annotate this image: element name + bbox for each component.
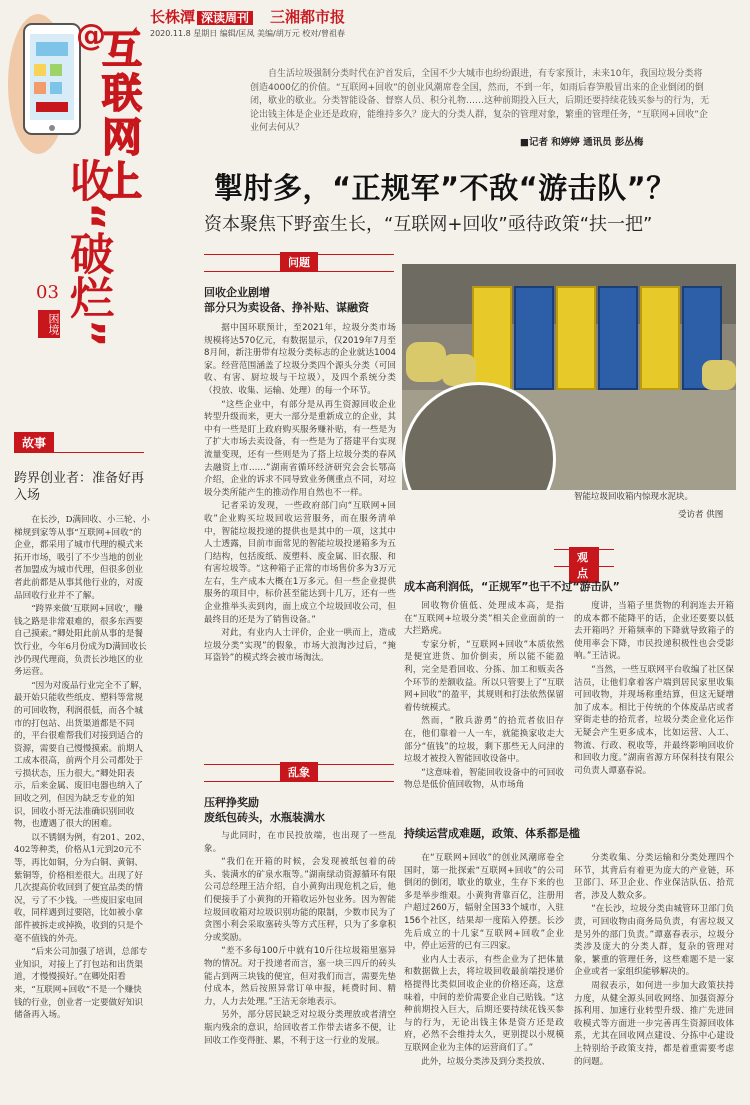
story-divider xyxy=(14,452,144,453)
at-symbol: @ xyxy=(76,18,106,53)
masthead-section-box: 深读周刊 xyxy=(197,11,253,25)
masthead-logo xyxy=(150,6,253,27)
story-paragraph: “后来公司加强了培训，总部专业知识，对接上了打包站和出货渠道，才慢慢摸好。”在卿处阳看来，“互联网+回收”不是一个赚快钱的行业，创业者一定要做好知识储备再入场。 xyxy=(14,947,148,1021)
problem-paragraph: 对此，有业内人士评价，企业一哄而上，造成垃圾分类“实现”的假象，市场大浪淘沙过后，“掩耳盗铃”的模式终会被市场淘汰。 xyxy=(204,628,396,664)
masthead-paper-name: 三湘都市报 xyxy=(270,8,346,26)
viewpoint-tag-label: 观点 xyxy=(569,547,599,583)
chaos-tag-label: 乱象 xyxy=(280,762,318,782)
sustain-paragraph: 在“互联网+回收”的创业风潮席卷全国时，第一批探索“互联网+回收”的公司倒闭的倒闭，歇业的歇业，生存下来的也多是举步维艰。小黄狗背靠百亿，注册用户超过260万，辐射全国33个城市，入驻156个社区，结果却一度陷入停摆。长沙先后成立的十几家“互联网+回收”企业中，停止运营的已有三四家。 xyxy=(404,853,564,952)
sustain-title: 持续运营成难题，政策、体系都是槛 xyxy=(404,827,580,840)
banner-title-line1: 互联网上 xyxy=(102,27,142,205)
sustain-paragraph: 分类收集、分类运输和分类处理四个环节，其背后有着更为庞大的产业链，环卫部门、环卫企业、作业保洁队伍、拾荒者，涉及人数众多。 xyxy=(574,853,734,901)
viewpoint-paragraph: “当然，一些互联网平台收编了社区保洁员，让他们拿着客户端到居民家里收集可回收物，并现场称重结算，但这无疑增加了成本。相比于传统的个体废品店或者穿街走巷的拾荒者，垃圾分类企业化运作无疑会产生更多成本，比如运营、人工、物流、行政、税收等，并最终影响回收价和回收力度。”湖南省源方环保科技有限公司负责人谭嘉春说。 xyxy=(574,664,734,776)
chaos-title: 压秤挣奖励 废纸包砖头，水瓶装满水 xyxy=(204,796,325,824)
banner-title-line2: 收“破烂” xyxy=(62,158,113,348)
story-body xyxy=(14,514,150,1023)
viewpoint-paragraph: 回收物价值低、处理成本高，是指在“互联网+垃圾分类”相关企业面前的一大拦路虎。 xyxy=(404,601,564,637)
issue-number: 03 xyxy=(36,282,59,303)
chaos-paragraph: “差不多每100斤中就有10斤往垃圾箱里塞异物的情况。对于投递者而言，塞一块三四斤的砖头能占到两三块钱的便宜，但对我们而言，需要先垫付成本，然后按照异常订单申报，耗费时间、精力，人力去处理。”王洁无奈地表示。 xyxy=(204,946,396,1007)
sustain-body-col1 xyxy=(404,852,564,1069)
story-section-tag: 故事 xyxy=(14,432,54,453)
chaos-section-tag xyxy=(204,764,394,782)
left-banner-column xyxy=(0,0,160,1105)
chaos-body xyxy=(204,830,396,1048)
recycling-bins-photo xyxy=(402,264,736,490)
problem-tag-label: 问题 xyxy=(280,252,318,272)
problem-paragraph: 记者采访发现，一些政府部门向“互联网+回收”企业购买垃圾回收运营服务，而在服务清单中，智能垃圾投递的提供也是其中的一项，这其中人士透露，目前市面常见的智能垃圾投递箱多为五门结构，包括废纸、废塑料、废金属、旧衣服、和有害垃圾等。“这种箱子正常的市场售价多为3万元左右，生产成本大概在1万多元。但一些企业提供服务的项目中，标价甚至能达到十几万，还有一些企业推举头卖到肉，面上成立个垃圾回收公司，但最终目的还是为了销售设备。” xyxy=(204,501,396,625)
problem-body xyxy=(204,322,396,666)
sub-headline: 资本聚焦下野蛮生长，“互联网+回收”亟待政策“扶一把” xyxy=(204,214,653,235)
viewpoint-paragraph: 度讲，当箱子里货物的利润连去开箱的成本都不能降平的话，企业还要要以低去开箱吗？开箱频率的下降就导致箱子的使用率会下降，市民投递积极性也会受影响。”王洁说。 xyxy=(574,601,734,662)
viewpoint-title: 成本高利润低，“正规军”也干不过“游击队” xyxy=(404,580,620,593)
lede-paragraph: 自生活垃圾强制分类时代在沪首发后，全国不少大城市也纷纷跟进，有专家预计，未来10年，我国垃圾分类将创造4000亿的价值。“互联网+回收”的创业风潮席卷全国，然而，不到一年，如雨后春笋般冒出来的企业倒闭的倒闭，歇业的歇业。分类智能设备、督察人员、积分礼物……这种前期投入巨大，后期还要持续花钱买参与的行为，无论出钱主体是企业还是政府，能维持多久？庞大的分类人群，复杂的管理对象，繁重的管理任务，“互联网+回收”企业何去何从？ xyxy=(250,69,710,133)
chaos-paragraph: “我们在开箱的时候，会发现被纸包着的砖头、装满水的矿泉水瓶等。”湖南绿动资源循环有限公司总经理王洁介绍，自小黄狗出现危机之后，他们便接手了小黄狗的开箱收运外包业务。因为智能垃圾回收箱对垃圾识别功能的限制，少数市民为了贪图小利会采取塞砖头等方式压秤，只为了多拿积分或奖励。 xyxy=(204,857,396,943)
chaos-paragraph: 与此同时，在市民投放端，也出现了一些乱象。 xyxy=(204,831,396,854)
byline: ■记者 和婷婷 通讯员 彭丛梅 xyxy=(520,137,644,148)
story-paragraph: 在长沙，D满回收、小三轮、小梯规到家等从事“互联网+回收”的企业，都采用了城市代理的模式来拓开市场，吸引了不少当地的创业者加盟成为城市代理，但很多创业者此前都是从事其他行业的，对废品回收行业并不了解。 xyxy=(14,515,150,601)
photo-credit: 受访者 供图 xyxy=(678,510,724,520)
problem-paragraph: “这些企业中，有部分是从再生资源回收企业转型升级而来，更大一部分是重新成立的企业，其中有一些是盯上政府购买服务赚补贴，有一些是为了扩大市场去卖设备，有一些是为了搭建平台实现流量变现，还有一些则是为了搭上垃圾分类的春风去融资上市……”湖南省循环经济研究会会长鄂高介绍，企业的诉求不同导致业务侧重点不同，对垃圾分类所能产生的推动作用自然也不一样。 xyxy=(204,399,396,498)
sustain-paragraph: 业内人士表示，有些企业为了把体量和数据做上去，将垃圾回收最前端投递价格提得比类似回收企业的价格还高，这意味着，中间的差价需要企业自己贴钱。“这种前期投入巨大，后期还要持续花钱买参与的行为，无论出钱主体是资方还是政府，必然不会维持太久，更别提以小规模互联网企业为主体的运营商们了。” xyxy=(404,954,564,1053)
viewpoint-paragraph: “这意味着，智能回收设备中的可回收物总是低价值回收物，从市场角 xyxy=(404,767,564,791)
photo-caption: 智能垃圾回收箱内惊现水泥块。 xyxy=(574,492,694,502)
sustain-body-col2 xyxy=(574,852,734,1069)
story-subtitle: 跨界创业者：准备好再入场 xyxy=(14,471,145,503)
masthead-issue-info: 2020.11.8 星期日 编辑/匡凤 美编/胡万元 校对/曾祖春 xyxy=(150,29,345,38)
story-paragraph: 以不锈钢为例，有201、202、402等种类，价格从1元到20元不等，再比如铜，分为白铜、黄铜、紫铜等，价格相差很大。出现了好几次提高价收回到了便宜品类的情况，亏了不少钱。一些废旧家电回收，同样遇到过要陪，比如被小拿部件被拆走或掉换，收到的只是个毫不值钱的外壳。 xyxy=(14,832,150,944)
issue-tag: 困境 xyxy=(38,310,60,338)
viewpoint-section-tag xyxy=(554,549,614,580)
problem-paragraph: 据中国环联预计，至2021年，垃圾分类市场规模将达570亿元，有数据显示，仅2019年7月至8月间，新注册带有垃圾分类标志的企业就达1004家。经营范围涵盖了垃圾分类四个源头分类（可回收、有害、厨垃圾与干垃圾），及四个系统分类（投放、收集、运输、处理）的每一个环节。 xyxy=(204,323,396,396)
viewpoint-body-col2 xyxy=(574,600,734,778)
masthead-logo-text: 长株潭 xyxy=(150,8,196,26)
viewpoint-paragraph: 专家分析，“互联网+回收”本质依然是便宜进货、加价倒卖，所以能不能盈利，完全是看回收、分拣、加工和贩卖各个环节的差额收益。所以只管要上了“互联网+回收”的盈平，其规则和打法依然保留着传统模式。 xyxy=(404,639,564,713)
sustain-paragraph: 此外，垃圾分类涉及到分类投放、 xyxy=(421,1056,551,1067)
sustain-paragraph: 周叙表示，如何进一步加大政策扶持力度，从健全源头回收网络、加强资源分拣利用、加速行业转型升级、推广先进回收模式等方面进一步完善再生资源回收体系，尤其在回收网点建设、分拣中心建设上特别给予政策支持，都是着重需要考虑的问题。 xyxy=(574,980,734,1067)
main-headline: 掣肘多，“正规军”不敌“游击队”？ xyxy=(214,171,676,205)
problem-section-tag xyxy=(204,254,394,272)
story-paragraph: “跨界来做‘互联网+回收’，赚钱之路是非常艰难的，很多东西要自己摸索。”卿处阳此前从事的是餐饮行业，今年6月份成为D满回收长沙仍现代理商，负责长沙地区的业务运营。 xyxy=(14,604,147,678)
story-paragraph: “因为对废品行业完全不了解，最开始只能收些纸皮、塑料等常规的可回收物，利润很低，而各个城市的打包站、出货渠道都是不同的，平台很难帮我们对接到适合的资源，需要自己慢慢摸索。前期人工成本很高，前两个月公司都处于亏损状态，压力很大。”卿处阳表示，后来金属、废旧电器也纳入了回收之列，但因为缺乏专业的知识，回收小哥无法准确识别回收物，也遭遇了很大的困难。 xyxy=(14,680,148,830)
viewpoint-body-col1 xyxy=(404,600,564,793)
problem-title: 回收企业剧增 部分只为卖设备、挣补贴、谋融资 xyxy=(204,286,369,314)
viewpoint-paragraph: 然而，“散兵游勇”的拾荒者依旧存在，他们靠着一人一车，就能换家收走大部分“值钱”的垃圾，剩下那些无人问津的垃圾才被投入智能回收设备中。 xyxy=(404,716,564,765)
chaos-paragraph: 另外，部分居民缺乏对垃圾分类理放或者清空瓶内残余的意识，给回收者工作带去诸多不便，让回收工作变得脏、累，不利于这一行业的发展。 xyxy=(204,1010,396,1046)
sustain-paragraph: “在长沙，垃圾分类由城管环卫部门负责，可回收物由商务局负责，有害垃圾又是另外的部门负责。”谭嘉春表示，垃圾分类涉及庞大的分类人群，复杂的管理对象，繁重的管理任务，这些难题不是一家企业或者一家组织能够解决的。 xyxy=(574,904,734,978)
masthead xyxy=(150,6,750,46)
